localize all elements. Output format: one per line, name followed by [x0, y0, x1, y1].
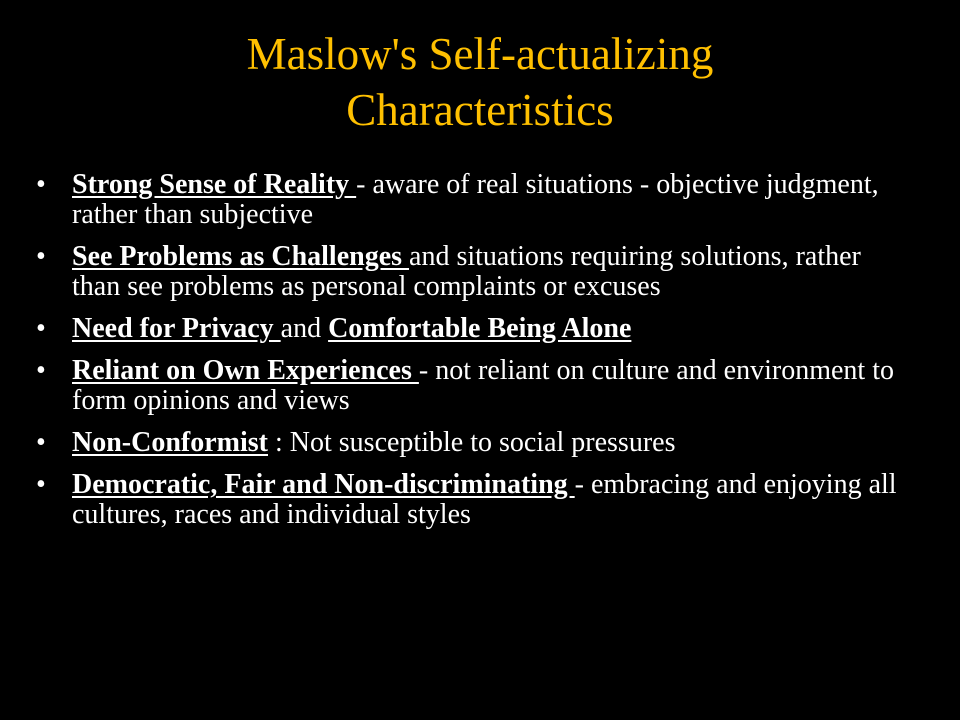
- title-line-2: Characteristics: [346, 85, 614, 135]
- bullet-term: Need for Privacy: [72, 313, 281, 344]
- bullet-dot-icon: •: [36, 313, 46, 344]
- bullet-text: - not reliant on culture and environment to form opinions and views: [72, 355, 894, 416]
- slide-title: [60, 26, 900, 138]
- bullet-term: Democratic, Fair and Non-discriminating: [72, 469, 575, 500]
- bullet-item-experiences: [36, 356, 916, 416]
- bullet-text: - embracing and enjoying all cultures, races and individual styles: [72, 469, 897, 530]
- bullet-text: : Not susceptible to social pressures: [268, 427, 676, 458]
- bullet-term: Strong Sense of Reality: [72, 169, 357, 200]
- bullet-dot-icon: •: [36, 355, 46, 386]
- bullet-dot-icon: •: [36, 469, 46, 500]
- bullet-item-challenges: [36, 242, 916, 302]
- bullet-list: [36, 170, 916, 542]
- bullet-dot-icon: •: [36, 241, 46, 272]
- bullet-connector: and: [280, 313, 329, 344]
- bullet-text: - aware of real situations - objective judgment, rather than subjective: [72, 169, 879, 230]
- bullet-item-non-conformist: [36, 428, 916, 458]
- bullet-term: Reliant on Own Experiences: [72, 355, 419, 386]
- bullet-item-reality: [36, 170, 916, 230]
- bullet-term: See Problems as Challenges: [72, 241, 410, 272]
- bullet-text: and situations requiring solutions, rather than see problems as personal complaints or excuses: [72, 241, 861, 302]
- bullet-item-privacy: [36, 314, 916, 344]
- bullet-dot-icon: •: [36, 169, 46, 200]
- bullet-term: Non-Conformist: [72, 427, 268, 458]
- bullet-term-secondary: Comfortable Being Alone: [328, 313, 632, 344]
- bullet-item-democratic: [36, 470, 916, 530]
- title-line-1: Maslow's Self-actualizing: [246, 29, 714, 79]
- bullet-dot-icon: •: [36, 427, 46, 458]
